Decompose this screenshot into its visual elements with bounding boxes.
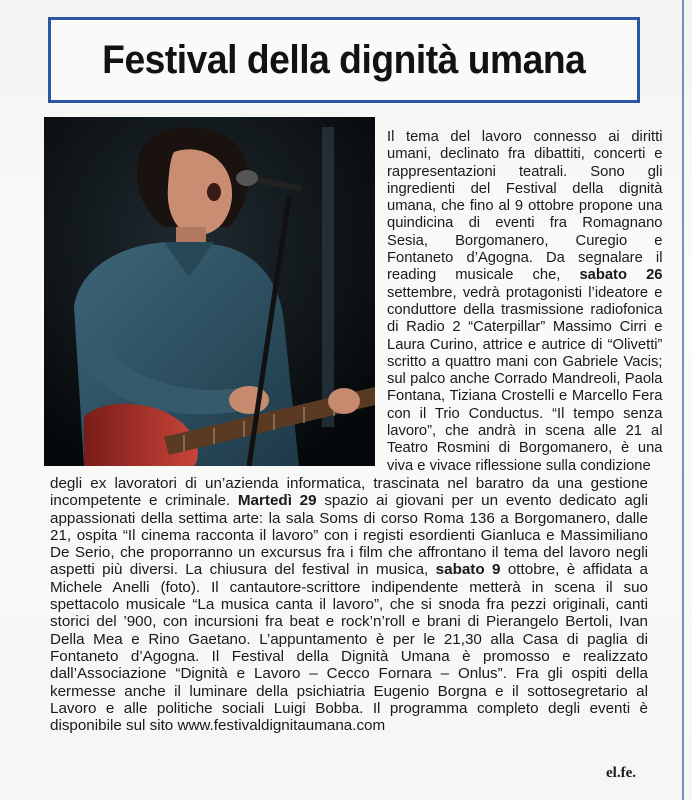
article-body-right-column: [387, 128, 662, 474]
headline-frame: [48, 17, 640, 103]
body-text: Il tema del lavoro connesso ai diritti umani, declinato fra dibattiti, concerti e rappresentazioni teatrali. Sono gli ingredienti del Festival della dignità umana, che fino al 9 ottobre propone una quindicina di eventi fra Romagnano Sesia, Borgomanero, Curegio e Fontaneto d’Agogna. Da segnalare il reading musicale che,: [387, 128, 663, 284]
body-text: degli ex lavoratori di un’azienda informatica, trascinata nel baratro da una gestione incompetente e criminale.: [50, 475, 648, 510]
author-signature: el.fe.: [606, 765, 636, 781]
page-edge-rule: [682, 0, 684, 800]
bold-date: sabato 9: [435, 561, 501, 579]
body-text: settembre, vedrà protagonisti l’ideatore e conduttore della trasmissione radiofonica di Radio 2 “Caterpillar” Massimo Cirri e Laura Curino, attrice e autrice di “Olivetti” scritto a quattro mani con Gabriele Vacis; sul palco anche Corrado Mandreoli, Paola Fontana, Tiziana Crostelli e Marcello Fera con il Trio Conductus. “Il tempo senza lavoro”, che andrà in scena alle 21 al Teatro Rosmini di Borgomanero, è una viva e vivace riflessione sulla condizione: [387, 283, 663, 474]
article-body-full-width: [50, 475, 648, 734]
paragraph-full: [50, 475, 648, 734]
concert-photo: [44, 117, 375, 466]
paragraph-right: [387, 128, 662, 474]
headline: Festival della dignità umana: [102, 37, 586, 82]
singer-guitarist-illustration: [44, 117, 375, 466]
body-text: spazio ai giovani per un evento dedicato agli appassionati della settima arte: la sala Soms di corso Roma 136 a Borgomanero, dalle 21, ospita “Il cinema racconta il lavoro” con i registi esordienti Gianluca e Massimiliano De Serio, che proporranno un excursus fra i film che affrontano il tema del lavoro negli aspetti più diversi. La chiusura del festival in musica,: [50, 492, 649, 579]
bold-date: sabato 26: [579, 266, 663, 284]
bold-date: Martedì 29: [237, 492, 317, 510]
body-text: ottobre, è affidata a Michele Anelli (foto). Il cantautore-scrittore indipendente metterà in scena il suo spettacolo musicale “La musica canta il lavoro”, che si snoda fra pezzi originali, canti storici del ’900, con incursioni fra beat e rock’n’roll e brani di Pierangelo Bertoli, Ivan Della Mea e Rino Gaetano. L’appuntamento è per le 21,30 alla Casa di paglia di Fontaneto d’Agogna. Il Festival della Dignità Umana è promosso e realizzato dall’Associazione “Dignità e Lavoro – Cecco Fornara – Onlus”. Fra gli ospiti della kermesse anche il luminare della psichiatria Eugenio Borgna e il sottosegretario al Lavoro e alle politiche sociali Luigi Bobba. Il programma completo degli eventi è disponibile sul sito www.festivaldignitaumana.com: [50, 561, 648, 735]
